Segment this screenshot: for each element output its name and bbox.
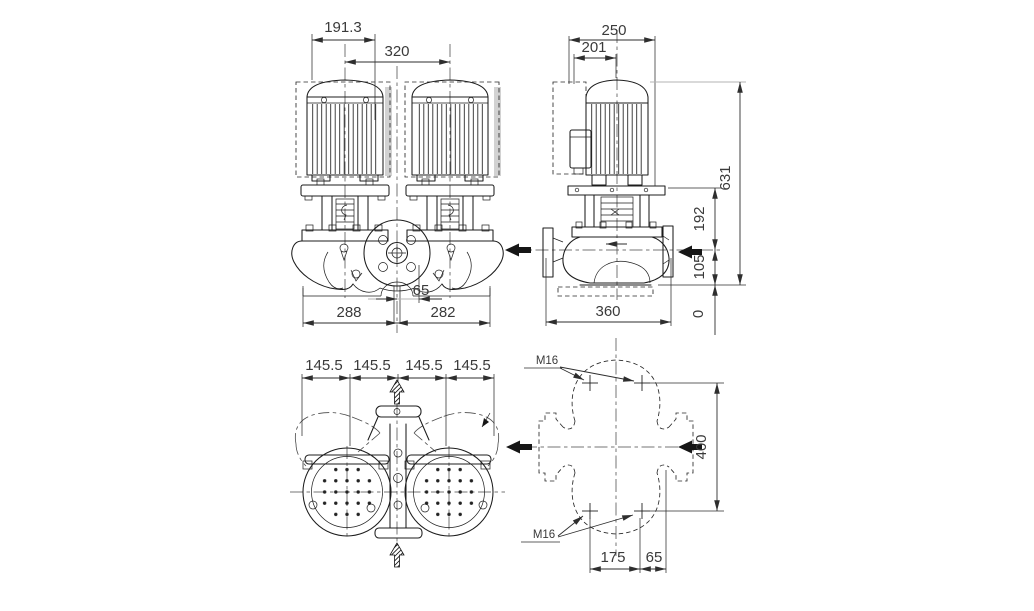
dim-bolt-pitch-vertical: 400 — [693, 434, 710, 460]
dim-motor-spacing: 320 — [384, 43, 410, 60]
flow-arrow-outlet — [505, 244, 531, 257]
dim-seg-4: 145.5 — [453, 357, 491, 374]
dim-seg-1: 145.5 — [305, 357, 343, 374]
dim-stool-height: 192 — [691, 206, 708, 232]
bolt-callout-top — [524, 355, 634, 381]
motor-side — [553, 80, 665, 195]
pump-head-assembly-mirrored — [405, 80, 499, 241]
pump-head-assembly — [296, 80, 390, 241]
dim-left-width: 288 — [336, 304, 362, 321]
flow-arrow-bottom — [390, 543, 404, 567]
front-view — [292, 19, 503, 333]
foundation-dimensions — [590, 383, 724, 573]
flow-arrow-left-port — [506, 441, 532, 454]
dim-motor-width: 191.3 — [324, 19, 362, 36]
dim-overall-depth: 250 — [601, 22, 627, 39]
top-view — [290, 357, 505, 567]
dim-seg-3: 145.5 — [405, 357, 443, 374]
dim-port-offset: 65 — [412, 282, 430, 299]
pump-casing-side — [543, 222, 673, 296]
flow-arrow-top — [390, 380, 404, 404]
motor-shadow-left — [385, 87, 392, 176]
dim-bolt-pitch-horizontal: 175 — [600, 549, 626, 566]
dim-bolt-offset: 65 — [645, 549, 663, 566]
bolt-label-bottom: M16 — [532, 529, 556, 541]
dim-overall-height: 631 — [717, 165, 734, 191]
motor-shadow-right — [494, 87, 501, 176]
dim-base-level: 0 — [690, 309, 707, 319]
side-view-dimensions — [546, 22, 746, 335]
dim-motor-depth: 201 — [581, 39, 607, 56]
bolt-label-top: M16 — [535, 355, 559, 367]
dim-base-width: 360 — [595, 303, 621, 320]
dim-seg-2: 145.5 — [353, 357, 391, 374]
foundation-plan-view — [506, 338, 724, 573]
dim-right-width: 282 — [430, 304, 456, 321]
twin-volute-casing — [292, 220, 503, 324]
dim-port-height: 105 — [691, 254, 708, 280]
side-view — [505, 22, 746, 335]
